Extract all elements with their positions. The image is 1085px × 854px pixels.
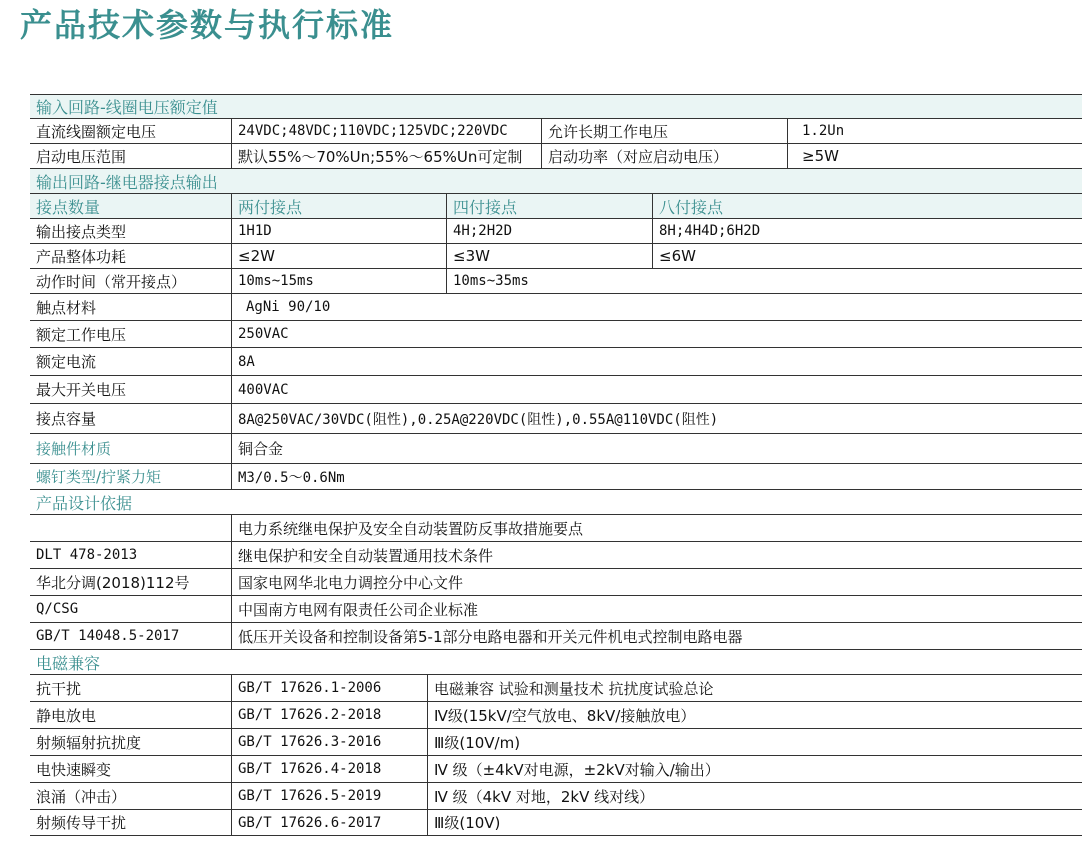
section-title: 输入回路-线圈电压额定值 — [36, 98, 218, 117]
row-value: 4H;2H2D — [446, 219, 652, 243]
table-row — [30, 595, 1082, 622]
row-label: 启动电压范围 — [36, 147, 127, 166]
table-row — [30, 809, 1082, 836]
row-label: 启动功率（对应启动电压） — [541, 144, 787, 168]
row-label: 输出接点类型 — [36, 222, 127, 241]
standard-title: 国家电网华北电力调控分中心文件 — [231, 569, 1082, 595]
table-row — [30, 375, 1082, 403]
table-row — [30, 728, 1082, 755]
row-value: 8H;4H4D;6H2D — [652, 219, 1082, 243]
row-label: 允许长期工作电压 — [541, 119, 787, 143]
table-row — [30, 347, 1082, 375]
row-value: 默认55%～70%Un;55%～65%Un可定制 — [231, 144, 541, 168]
row-label: 射频传导干扰 — [36, 814, 127, 832]
row-label: 接触件材质 — [36, 440, 112, 458]
row-value: 8A — [231, 348, 1082, 375]
header-cell: 接点数量 — [36, 197, 101, 217]
table-row — [30, 674, 1082, 701]
row-value: M3/0.5～0.6Nm — [231, 464, 1082, 489]
table-row — [30, 118, 1082, 143]
row-label: 抗干扰 — [36, 679, 82, 698]
row-label: 动作时间（常开接点） — [36, 272, 187, 291]
table-row — [30, 403, 1082, 433]
section-design — [30, 489, 1082, 514]
row-value: 1H1D — [231, 219, 446, 243]
row-value: 10ms~15ms — [231, 269, 446, 293]
table-row — [30, 514, 1082, 541]
row-value: Ⅳ 级（4kV 对地，2kV 线对线） — [427, 783, 1082, 809]
row-label: 额定电流 — [36, 353, 97, 371]
row-label: 螺钉类型/拧紧力矩 — [36, 468, 162, 486]
table-row — [30, 755, 1082, 782]
row-value: 电磁兼容 试验和测量技术 抗扰度试验总论 — [427, 675, 1082, 701]
standard-code: GB/T 17626.6-2017 — [231, 810, 427, 835]
standard-code: GB/T 17626.3-2016 — [231, 729, 427, 755]
row-label: 直流线圈额定电压 — [36, 122, 157, 141]
row-value: 250VAC — [231, 321, 1082, 347]
table-row — [30, 701, 1082, 728]
section-emc — [30, 649, 1082, 674]
header-cell: 两付接点 — [231, 194, 446, 218]
row-label: 电快速瞬变 — [36, 760, 112, 779]
row-label: 产品整体功耗 — [36, 247, 127, 266]
standard-code: GB/T 14048.5-2017 — [36, 628, 180, 644]
standard-title: 继电保护和安全自动装置通用技术条件 — [231, 542, 1082, 568]
page-title: 产品技术参数与执行标准 — [20, 6, 395, 44]
table-row — [30, 293, 1082, 320]
standard-title: 电力系统继电保护及安全自动装置防反事故措施要点 — [231, 515, 1082, 541]
table-row — [30, 782, 1082, 809]
table-row — [30, 541, 1082, 568]
section-input — [30, 94, 1082, 118]
table-header-row — [30, 193, 1082, 218]
standard-title: 低压开关设备和控制设备第5-1部分电路电器和开关元件机电式控制电路电器 — [231, 623, 1082, 649]
section-title: 产品设计依据 — [36, 493, 133, 513]
table-row — [30, 218, 1082, 243]
standard-title: 中国南方电网有限责任公司企业标准 — [231, 596, 1082, 622]
section-output — [30, 168, 1082, 193]
table-row — [30, 433, 1082, 463]
table-row — [30, 568, 1082, 595]
standard-code: GB/T 17626.5-2019 — [231, 783, 427, 809]
standard-code: GB/T 17626.4-2018 — [231, 756, 427, 782]
standard-code: Q/CSG — [36, 601, 79, 617]
row-value: Ⅳ 级（±4kV对电源，±2kV对输入/输出） — [427, 756, 1082, 782]
row-value: ≤2W — [231, 244, 446, 268]
row-label: 触点材料 — [36, 298, 97, 317]
row-label: 额定工作电压 — [36, 325, 127, 344]
standard-code: GB/T 17626.1-2006 — [231, 675, 427, 701]
row-label: 浪涌（冲击） — [36, 787, 127, 806]
header-cell: 八付接点 — [652, 194, 1082, 218]
row-value: 8A@250VAC/30VDC(阻性),0.25A@220VDC(阻性),0.55A@110VDC(阻性) — [231, 404, 1082, 433]
table-row — [30, 622, 1082, 649]
row-value: Ⅳ级(15kV/空气放电、8kV/接触放电） — [427, 702, 1082, 728]
row-label: 射频辐射抗扰度 — [36, 733, 142, 752]
row-value: ≥5W — [787, 144, 1082, 168]
row-label: 静电放电 — [36, 706, 97, 725]
table-row — [30, 268, 1082, 293]
table-row — [30, 243, 1082, 268]
row-value: 1.2Un — [787, 119, 1082, 143]
row-label: 接点容量 — [36, 410, 97, 428]
row-label: 最大开关电压 — [36, 381, 127, 399]
header-cell: 四付接点 — [446, 194, 652, 218]
table-row — [30, 463, 1082, 489]
row-value: AgNi 90/10 — [231, 294, 1082, 320]
standard-code — [30, 515, 231, 541]
spec-table — [30, 94, 1082, 836]
table-row — [30, 320, 1082, 347]
row-value: ≤3W — [446, 244, 652, 268]
row-value: 铜合金 — [231, 434, 1082, 463]
row-value: 10ms~35ms — [446, 269, 1082, 293]
standard-code: GB/T 17626.2-2018 — [231, 702, 427, 728]
row-value: Ⅲ级(10V) — [427, 810, 1082, 835]
row-value: ≤6W — [652, 244, 1082, 268]
row-value: 24VDC;48VDC;110VDC;125VDC;220VDC — [231, 119, 541, 143]
table-row — [30, 143, 1082, 168]
standard-code: 华北分调(2018)112号 — [36, 573, 190, 592]
standard-code: DLT 478-2013 — [36, 547, 138, 563]
section-title: 电磁兼容 — [36, 653, 101, 673]
row-value: 400VAC — [231, 376, 1082, 403]
row-value: Ⅲ级(10V/m) — [427, 729, 1082, 755]
section-title: 输出回路-继电器接点输出 — [36, 172, 218, 192]
